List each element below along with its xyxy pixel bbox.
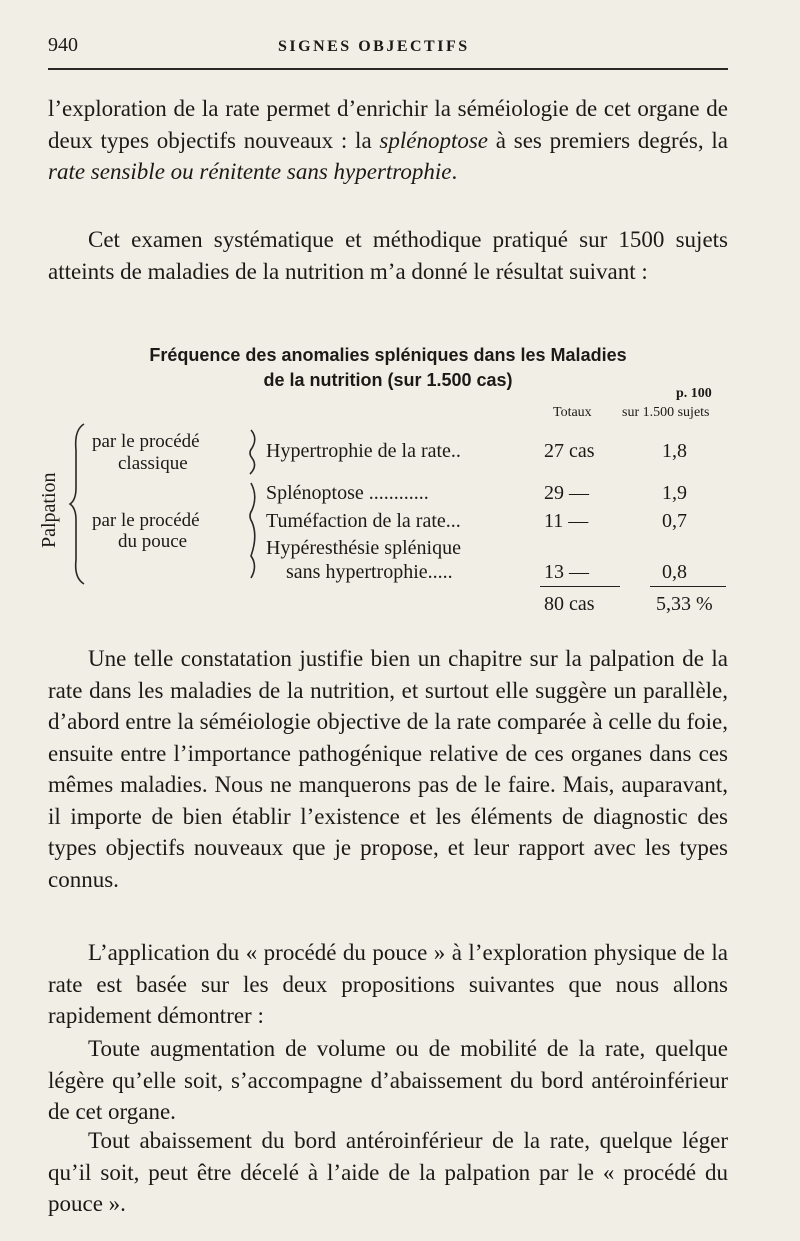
row-label-tumefaction: Tuméfaction de la rate...: [266, 510, 461, 532]
row-label-hypertrophie: Hypertrophie de la rate..: [266, 440, 461, 462]
paragraph-1: [48, 93, 728, 188]
row-label-hyperesthesie-line-2: sans hypertrophie.....: [286, 561, 453, 583]
paragraph-1-text-c: .: [451, 159, 458, 184]
row-pct-splenoptose: 1,9: [662, 482, 687, 504]
totals-rule: [540, 586, 620, 587]
row-label-hyperesthesie-line-1: Hypéresthésie splénique: [266, 537, 461, 559]
column-header-pct-line-2: sur 1.500 sujets: [622, 405, 710, 420]
method-thumb-line-1: par le procédé: [92, 510, 200, 531]
row-pct-hyperesthesie: 0,8: [662, 561, 687, 583]
column-header-totaux: Totaux: [553, 405, 592, 420]
row-total-tumefaction: 11 —: [544, 510, 589, 532]
page-header: [48, 34, 728, 64]
page-number: 940: [48, 34, 78, 56]
sum-pct: 5,33 %: [656, 593, 713, 615]
paragraph-1-italic-rate-sensible: rate sensible ou rénitente sans hypertrophie: [48, 159, 452, 184]
paragraph-1-text-a: l’exploration de la rate permet d’enrichir la séméiologie de cet organe de deux types objectifs nouveaux : la: [48, 96, 728, 153]
column-header-pct-line-1: p. 100: [676, 386, 712, 401]
header-rule: [48, 68, 728, 70]
paragraph-2: Cet examen systématique et méthodique pratiqué sur 1500 sujets atteints de maladies de la nutrition m’a donné le résultat suivant :: [48, 227, 728, 284]
row-pct-hypertrophie: 1,8: [662, 440, 687, 462]
table-caption-line-1: Fréquence des anomalies spléniques dans les Maladies: [149, 345, 627, 365]
row-label-splenoptose: Splénoptose ............: [266, 482, 429, 504]
row-total-hyperesthesie: 13 —: [544, 561, 589, 583]
method-thumb-line-2: du pouce: [118, 531, 188, 552]
row-total-splenoptose: 29 —: [544, 482, 589, 504]
paragraph-5: Toute augmentation de volume ou de mobilité de la rate, quelque légère qu’elle soit, s’accompagne d’abaissement du bord antéroinférieur de cet organe.: [48, 1036, 728, 1124]
pct-rule: [650, 586, 726, 587]
sum-total: 80 cas: [544, 593, 595, 615]
group-label-palpation: Palpation: [38, 472, 60, 548]
method-classic-line-1: par le procédé: [92, 431, 200, 452]
table-caption: [48, 343, 728, 393]
paragraph-3: Une telle constatation justifie bien un chapitre sur la palpation de la rate dans les maladies de la nutrition, et surtout elle suggère un parallèle, d’abord entre la séméiologie objective de la rate comparée à celle du foie, ensuite entre l’importance pathogénique relative de ces organes dans ces mêmes maladies. Nous ne manquerons pas de le faire. Mais, auparavant, il importe de bien établir l’existence et les éléments de diagnostic des types objectifs nouveaux que je propose, et leur rapport avec les types connus.: [48, 646, 728, 892]
row-pct-tumefaction: 0,7: [662, 510, 687, 532]
table-caption-line-2: de la nutrition (sur 1.500 cas): [263, 370, 513, 390]
paragraph-6: Tout abaissement du bord antéroinférieur de la rate, quelque léger qu’il soit, peut être décelé à l’aide de la palpation par le « procédé du pouce ».: [48, 1128, 728, 1216]
paragraph-4: L’application du « procédé du pouce » à l’exploration physique de la rate est basée sur les deux propositions suivantes que nous allons rapidement démontrer :: [48, 940, 728, 1028]
method-classic-line-2: classique: [118, 453, 188, 474]
paragraph-1-italic-splenoptose: splénoptose: [379, 127, 489, 153]
running-title: SIGNES OBJECTIFS: [278, 38, 470, 55]
paragraph-1-text-b: à ses premiers degrés, la: [488, 127, 728, 153]
row-total-hypertrophie: 27 cas: [544, 440, 595, 462]
